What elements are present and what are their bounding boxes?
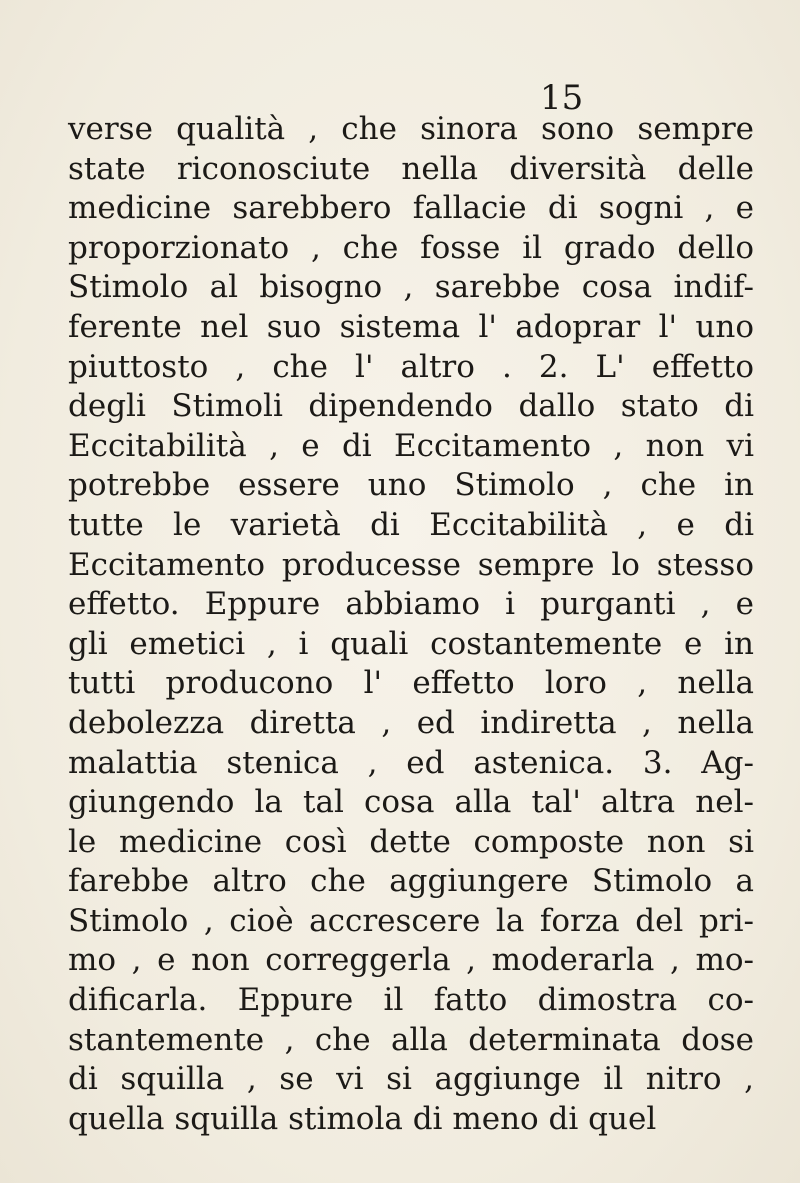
text-line: le medicine così dette composte non si (68, 823, 754, 860)
text-line: mo , e non correggerla , moderarla , mo- (68, 942, 754, 979)
page-number: 15 (540, 78, 584, 118)
text-line: state riconosciute nella diversità delle (68, 150, 754, 187)
text-line: Eccitamento producesse sempre lo stesso (68, 546, 754, 583)
text-line: Stimolo , cioè accrescere la forza del pri- (68, 902, 754, 939)
text-line: verse qualità , che sinora sono sempre (68, 111, 754, 147)
text-line: degli Stimoli dipendendo dallo stato di (68, 388, 754, 425)
text-line: ferente nel suo sistema l' adoprar l' uno (68, 308, 754, 345)
text-line: dificarla. Eppure il fatto dimostra co- (68, 982, 754, 1019)
text-line: malattia stenica , ed astenica. 3. Ag- (68, 744, 754, 781)
body-text (68, 110, 754, 1139)
text-line: stantemente , che alla determinata dose (68, 1021, 754, 1058)
text-line: quella squilla stimola di meno di quel (68, 1100, 657, 1137)
text-line: farebbe altro che aggiungere Stimolo a (68, 863, 754, 900)
text-line: tutti producono l' effetto loro , nella (68, 665, 754, 702)
text-line: giungendo la tal cosa alla tal' altra nel- (68, 784, 754, 821)
text-line: medicine sarebbero fallacie di sogni , e (68, 190, 754, 227)
text-line: debolezza diretta , ed indiretta , nella (68, 704, 754, 741)
text-line: gli emetici , i quali costantemente e in (68, 625, 754, 662)
text-line: Eccitabilità , e di Eccitamento , non vi (68, 427, 754, 464)
text-line: potrebbe essere uno Stimolo , che in (68, 467, 754, 504)
text-line: tutte le varietà di Eccitabilità , e di (68, 506, 754, 543)
text-line: di squilla , se vi si aggiunge il nitro , (68, 1061, 754, 1098)
text-line: Stimolo al bisogno , sarebbe cosa indif- (68, 269, 754, 306)
text-line: effetto. Eppure abbiamo i purganti , e (68, 586, 754, 623)
text-line: proporzionato , che fosse il grado dello (68, 229, 754, 266)
text-line: piuttosto , che l' altro . 2. L' effetto (68, 348, 754, 385)
